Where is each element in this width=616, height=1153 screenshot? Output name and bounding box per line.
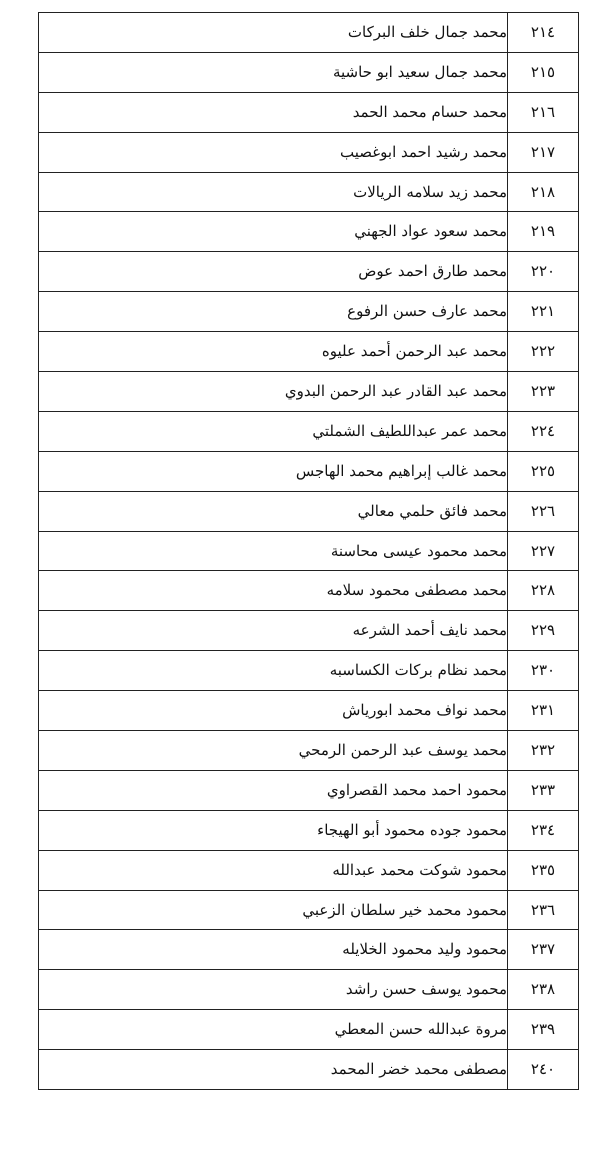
row-name: محمد فائق حلمي معالي — [39, 491, 508, 531]
table-row — [39, 13, 579, 53]
row-name: محمد رشيد احمد ابوغصيب — [39, 132, 508, 172]
table-row — [39, 1050, 579, 1090]
row-number: ٢١٧ — [508, 132, 579, 172]
row-name: محمد عمر عبداللطيف الشملتي — [39, 411, 508, 451]
row-name: محمود شوكت محمد عبدالله — [39, 850, 508, 890]
row-name: محمد سعود عواد الجهني — [39, 212, 508, 252]
table-row — [39, 531, 579, 571]
row-number: ٢٣١ — [508, 691, 579, 731]
table-row — [39, 132, 579, 172]
table-row — [39, 52, 579, 92]
row-name: محمد نايف أحمد الشرعه — [39, 611, 508, 651]
row-name: محمد نظام بركات الكساسبه — [39, 651, 508, 691]
row-name: مصطفى محمد خضر المحمد — [39, 1050, 508, 1090]
row-number: ٢٣٦ — [508, 890, 579, 930]
table-row — [39, 212, 579, 252]
row-number: ٢٣٤ — [508, 810, 579, 850]
row-name: محمد طارق احمد عوض — [39, 252, 508, 292]
row-number: ٢٢٢ — [508, 332, 579, 372]
row-name: محمد عارف حسن الرفوع — [39, 292, 508, 332]
row-number: ٢٣٢ — [508, 731, 579, 771]
row-name: محمد يوسف عبد الرحمن الرمحي — [39, 731, 508, 771]
table-row — [39, 850, 579, 890]
table-row — [39, 611, 579, 651]
row-number: ٢١٨ — [508, 172, 579, 212]
row-name: محمود محمد خير سلطان الزعبي — [39, 890, 508, 930]
row-number: ٢٢٨ — [508, 571, 579, 611]
names-table-body — [39, 13, 579, 1090]
table-row — [39, 930, 579, 970]
table-row — [39, 92, 579, 132]
row-number: ٢٢٤ — [508, 411, 579, 451]
table-row — [39, 172, 579, 212]
row-number: ٢٢٩ — [508, 611, 579, 651]
table-row — [39, 491, 579, 531]
row-number: ٢١٥ — [508, 52, 579, 92]
row-number: ٢٣٣ — [508, 770, 579, 810]
row-number: ٢٢١ — [508, 292, 579, 332]
table-row — [39, 372, 579, 412]
row-number: ٢١٦ — [508, 92, 579, 132]
row-name: محمود يوسف حسن راشد — [39, 970, 508, 1010]
row-name: محمد عبد القادر عبد الرحمن البدوي — [39, 372, 508, 412]
names-table — [38, 12, 579, 1090]
table-row — [39, 571, 579, 611]
row-number: ٢٢٣ — [508, 372, 579, 412]
row-number: ٢٣٥ — [508, 850, 579, 890]
table-row — [39, 292, 579, 332]
row-name: محمد غالب إبراهيم محمد الهاجس — [39, 451, 508, 491]
row-name: محمد حسام محمد الحمد — [39, 92, 508, 132]
row-name: محمد جمال خلف البركات — [39, 13, 508, 53]
row-number: ٢٣٨ — [508, 970, 579, 1010]
row-number: ٢١٩ — [508, 212, 579, 252]
row-name: محمود وليد محمود الخلايله — [39, 930, 508, 970]
row-number: ٢١٤ — [508, 13, 579, 53]
row-name: محمد زيد سلامه الريالات — [39, 172, 508, 212]
table-row — [39, 651, 579, 691]
table-row — [39, 810, 579, 850]
row-number: ٢٢٦ — [508, 491, 579, 531]
table-row — [39, 890, 579, 930]
row-name: محمد محمود عيسى محاسنة — [39, 531, 508, 571]
names-list-container — [38, 12, 578, 1090]
table-row — [39, 1010, 579, 1050]
table-row — [39, 970, 579, 1010]
row-name: محمد مصطفى محمود سلامه — [39, 571, 508, 611]
row-name: محمود جوده محمود أبو الهيجاء — [39, 810, 508, 850]
row-name: مروة عبدالله حسن المعطي — [39, 1010, 508, 1050]
row-number: ٢٣٩ — [508, 1010, 579, 1050]
table-row — [39, 332, 579, 372]
row-number: ٢٢٧ — [508, 531, 579, 571]
table-row — [39, 770, 579, 810]
row-number: ٢٣٧ — [508, 930, 579, 970]
table-row — [39, 252, 579, 292]
row-number: ٢٢٥ — [508, 451, 579, 491]
table-row — [39, 411, 579, 451]
row-number: ٢٢٠ — [508, 252, 579, 292]
row-number: ٢٤٠ — [508, 1050, 579, 1090]
row-name: محمود احمد محمد القصراوي — [39, 770, 508, 810]
row-name: محمد عبد الرحمن أحمد عليوه — [39, 332, 508, 372]
table-row — [39, 691, 579, 731]
row-number: ٢٣٠ — [508, 651, 579, 691]
table-row — [39, 451, 579, 491]
row-name: محمد نواف محمد ابورياش — [39, 691, 508, 731]
row-name: محمد جمال سعيد ابو حاشية — [39, 52, 508, 92]
table-row — [39, 731, 579, 771]
